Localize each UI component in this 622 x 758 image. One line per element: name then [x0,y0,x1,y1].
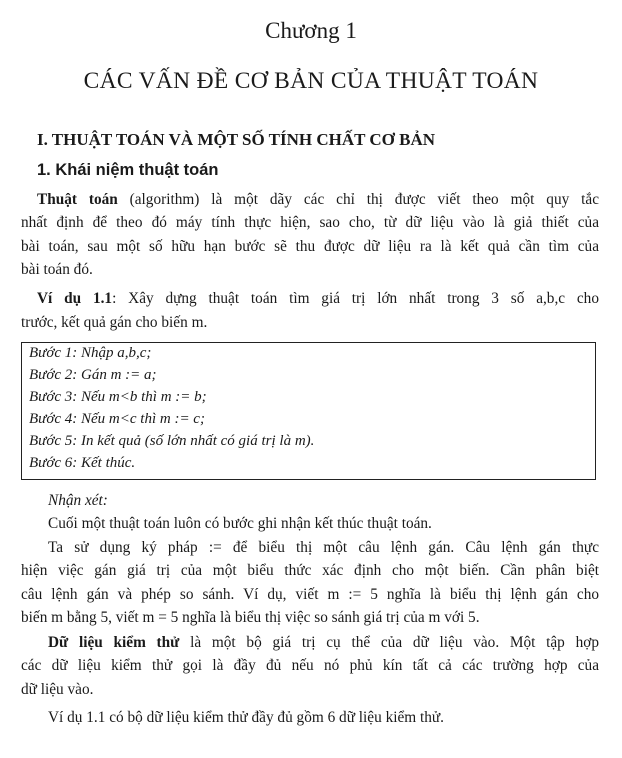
subsection-heading: 1. Khái niệm thuật toán [37,161,219,179]
algorithm-step: Bước 5: In kết quả (số lớn nhất có giá trị là m). [29,433,315,449]
testdata-line-4: Ví dụ 1.1 có bộ dữ liệu kiểm thử đầy đủ gồm 6 dữ liệu kiểm thử. [48,709,444,726]
algorithm-step: Bước 1: Nhập a,b,c; [29,345,152,361]
remark-p2-line-4: biến m bằng 5, viết m = 5 nghĩa là biểu thị việc so sánh giá trị của m với 5. [21,609,480,626]
chapter-heading: Chương 1 [265,18,357,43]
example-line-1: Ví dụ 1.1: Xây dựng thuật toán tìm giá trị lớn nhất trong 3 số a,b,c cho [37,290,599,307]
remark-p2-line-3: câu lệnh gán và phép so sánh. Ví dụ, viết m := 5 nghĩa là biểu thị lệnh gán cho [21,586,599,603]
testdata-line-2: các dữ liệu kiểm thử gọi là đầy đủ nếu nó phủ kín tất cả các trường hợp của [21,657,599,674]
testdata-line-1: Dữ liệu kiểm thử là một bộ giá trị cụ thể của dữ liệu vào. Một tập hợp [48,634,599,651]
testdata-line-3: dữ liệu vào. [21,681,94,698]
definition-line-2: nhất định để theo đó máy tính thực hiện, sao cho, từ dữ liệu vào là giả thiết của [21,214,599,231]
remark-p2-line-1: Ta sử dụng ký pháp := để biểu thị một câu lệnh gán. Câu lệnh gán thực [48,539,599,556]
algorithm-step: Bước 4: Nếu m<c thì m := c; [29,411,205,427]
remark-paragraph-1: Cuối một thuật toán luôn có bước ghi nhận kết thúc thuật toán. [48,515,432,532]
example-term: Ví dụ 1.1 [37,290,113,307]
definition-line-1: Thuật toán (algorithm) là một dãy các chỉ thị được viết theo một quy tắc [37,191,599,208]
algorithm-step: Bước 6: Kết thúc. [29,455,136,471]
section-heading: I. THUẬT TOÁN VÀ MỘT SỐ TÍNH CHẤT CƠ BẢN [37,130,436,149]
definition-term: Thuật toán [37,191,118,208]
testdata-term: Dữ liệu kiểm thử [48,634,180,651]
example-line-2: trước, kết quả gán cho biến m. [21,314,208,331]
remark-label: Nhận xét: [48,492,108,509]
algorithm-step: Bước 3: Nếu m<b thì m := b; [29,389,207,405]
chapter-title: CÁC VẤN ĐỀ CƠ BẢN CỦA THUẬT TOÁN [83,68,539,94]
algorithm-box [21,342,596,480]
algorithm-step: Bước 2: Gán m := a; [29,367,157,383]
remark-p2-line-2: hiện việc gán giá trị của một biểu thức xác định cho một biến. Cần phân biệt [21,562,599,579]
definition-line-3: bài toán, sau một số hữu hạn bước sẽ thu được dữ liệu ra là kết quả cần tìm của [21,238,599,255]
definition-line-4: bài toán đó. [21,261,93,278]
